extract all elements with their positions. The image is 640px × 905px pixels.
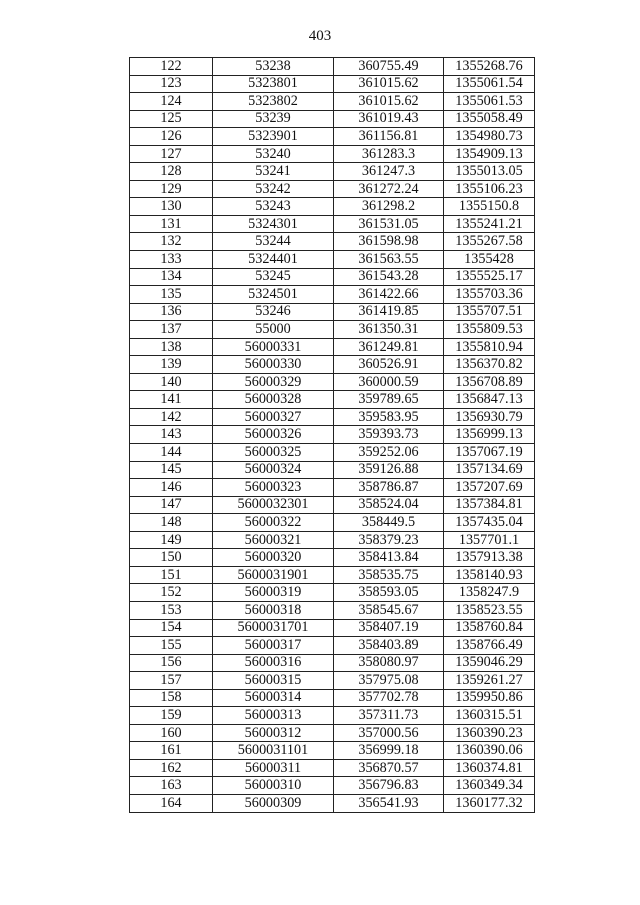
x-coordinate-cell: 361015.62 bbox=[334, 93, 444, 111]
row-number-cell: 130 bbox=[130, 198, 213, 216]
row-number-cell: 160 bbox=[130, 724, 213, 742]
row-number-cell: 122 bbox=[130, 58, 213, 76]
point-id-cell: 55000 bbox=[213, 321, 334, 339]
x-coordinate-cell: 361247.3 bbox=[334, 163, 444, 181]
y-coordinate-cell: 1356999.13 bbox=[444, 426, 535, 444]
y-coordinate-cell: 1356370.82 bbox=[444, 356, 535, 374]
row-number-cell: 153 bbox=[130, 601, 213, 619]
table-row bbox=[130, 514, 535, 532]
y-coordinate-cell: 1355810.94 bbox=[444, 338, 535, 356]
y-coordinate-cell: 1358247.9 bbox=[444, 584, 535, 602]
point-id-cell: 53239 bbox=[213, 110, 334, 128]
x-coordinate-cell: 360755.49 bbox=[334, 58, 444, 76]
point-id-cell: 56000322 bbox=[213, 514, 334, 532]
point-id-cell: 5324301 bbox=[213, 215, 334, 233]
table-row bbox=[130, 110, 535, 128]
table-row bbox=[130, 496, 535, 514]
point-id-cell: 53242 bbox=[213, 180, 334, 198]
y-coordinate-cell: 1357134.69 bbox=[444, 461, 535, 479]
row-number-cell: 131 bbox=[130, 215, 213, 233]
table-row bbox=[130, 619, 535, 637]
x-coordinate-cell: 357311.73 bbox=[334, 707, 444, 725]
x-coordinate-cell: 357000.56 bbox=[334, 724, 444, 742]
table-row bbox=[130, 128, 535, 146]
x-coordinate-cell: 361156.81 bbox=[334, 128, 444, 146]
x-coordinate-cell: 356541.93 bbox=[334, 794, 444, 812]
x-coordinate-cell: 358786.87 bbox=[334, 479, 444, 497]
table-row bbox=[130, 794, 535, 812]
y-coordinate-cell: 1355428 bbox=[444, 251, 535, 269]
point-id-cell: 56000324 bbox=[213, 461, 334, 479]
table-row bbox=[130, 566, 535, 584]
row-number-cell: 163 bbox=[130, 777, 213, 795]
point-id-cell: 53243 bbox=[213, 198, 334, 216]
row-number-cell: 137 bbox=[130, 321, 213, 339]
point-id-cell: 56000314 bbox=[213, 689, 334, 707]
row-number-cell: 127 bbox=[130, 145, 213, 163]
row-number-cell: 146 bbox=[130, 479, 213, 497]
table-row bbox=[130, 163, 535, 181]
table-row bbox=[130, 724, 535, 742]
page-number: 403 bbox=[308, 28, 332, 44]
row-number-cell: 143 bbox=[130, 426, 213, 444]
point-id-cell: 53246 bbox=[213, 303, 334, 321]
table-row bbox=[130, 689, 535, 707]
x-coordinate-cell: 361350.31 bbox=[334, 321, 444, 339]
y-coordinate-cell: 1356708.89 bbox=[444, 373, 535, 391]
y-coordinate-cell: 1355267.58 bbox=[444, 233, 535, 251]
y-coordinate-cell: 1356930.79 bbox=[444, 408, 535, 426]
table-row bbox=[130, 426, 535, 444]
x-coordinate-cell: 361249.81 bbox=[334, 338, 444, 356]
point-id-cell: 53240 bbox=[213, 145, 334, 163]
y-coordinate-cell: 1360315.51 bbox=[444, 707, 535, 725]
table-row bbox=[130, 321, 535, 339]
y-coordinate-cell: 1355525.17 bbox=[444, 268, 535, 286]
row-number-cell: 140 bbox=[130, 373, 213, 391]
point-id-cell: 53241 bbox=[213, 163, 334, 181]
row-number-cell: 148 bbox=[130, 514, 213, 532]
y-coordinate-cell: 1357701.1 bbox=[444, 531, 535, 549]
x-coordinate-cell: 361019.43 bbox=[334, 110, 444, 128]
point-id-cell: 56000326 bbox=[213, 426, 334, 444]
table-row bbox=[130, 268, 535, 286]
x-coordinate-cell: 361272.24 bbox=[334, 180, 444, 198]
y-coordinate-cell: 1357207.69 bbox=[444, 479, 535, 497]
point-id-cell: 56000309 bbox=[213, 794, 334, 812]
y-coordinate-cell: 1355241.21 bbox=[444, 215, 535, 233]
y-coordinate-cell: 1357913.38 bbox=[444, 549, 535, 567]
x-coordinate-cell: 359126.88 bbox=[334, 461, 444, 479]
row-number-cell: 128 bbox=[130, 163, 213, 181]
row-number-cell: 164 bbox=[130, 794, 213, 812]
table-row bbox=[130, 286, 535, 304]
table-row bbox=[130, 145, 535, 163]
row-number-cell: 162 bbox=[130, 759, 213, 777]
x-coordinate-cell: 361563.55 bbox=[334, 251, 444, 269]
y-coordinate-cell: 1355150.8 bbox=[444, 198, 535, 216]
table-row bbox=[130, 601, 535, 619]
point-id-cell: 5600032301 bbox=[213, 496, 334, 514]
x-coordinate-cell: 357975.08 bbox=[334, 672, 444, 690]
row-number-cell: 138 bbox=[130, 338, 213, 356]
table-row bbox=[130, 338, 535, 356]
x-coordinate-cell: 358080.97 bbox=[334, 654, 444, 672]
row-number-cell: 135 bbox=[130, 286, 213, 304]
row-number-cell: 145 bbox=[130, 461, 213, 479]
point-id-cell: 53244 bbox=[213, 233, 334, 251]
point-id-cell: 56000317 bbox=[213, 637, 334, 655]
point-id-cell: 5600031901 bbox=[213, 566, 334, 584]
point-id-cell: 56000327 bbox=[213, 408, 334, 426]
y-coordinate-cell: 1357435.04 bbox=[444, 514, 535, 532]
y-coordinate-cell: 1355809.53 bbox=[444, 321, 535, 339]
y-coordinate-cell: 1354980.73 bbox=[444, 128, 535, 146]
x-coordinate-cell: 357702.78 bbox=[334, 689, 444, 707]
point-id-cell: 5323802 bbox=[213, 93, 334, 111]
x-coordinate-cell: 359789.65 bbox=[334, 391, 444, 409]
row-number-cell: 151 bbox=[130, 566, 213, 584]
x-coordinate-cell: 360526.91 bbox=[334, 356, 444, 374]
row-number-cell: 142 bbox=[130, 408, 213, 426]
table-body bbox=[130, 58, 535, 813]
table-row bbox=[130, 549, 535, 567]
y-coordinate-cell: 1360374.81 bbox=[444, 759, 535, 777]
point-id-cell: 53245 bbox=[213, 268, 334, 286]
x-coordinate-cell: 358413.84 bbox=[334, 549, 444, 567]
x-coordinate-cell: 359583.95 bbox=[334, 408, 444, 426]
x-coordinate-cell: 361298.2 bbox=[334, 198, 444, 216]
y-coordinate-cell: 1360390.23 bbox=[444, 724, 535, 742]
table-row bbox=[130, 180, 535, 198]
point-id-cell: 5324401 bbox=[213, 251, 334, 269]
table-row bbox=[130, 531, 535, 549]
table-row bbox=[130, 93, 535, 111]
y-coordinate-cell: 1355707.51 bbox=[444, 303, 535, 321]
table-row bbox=[130, 198, 535, 216]
point-id-cell: 5323901 bbox=[213, 128, 334, 146]
y-coordinate-cell: 1358760.84 bbox=[444, 619, 535, 637]
row-number-cell: 157 bbox=[130, 672, 213, 690]
table-row bbox=[130, 356, 535, 374]
row-number-cell: 124 bbox=[130, 93, 213, 111]
x-coordinate-cell: 361598.98 bbox=[334, 233, 444, 251]
y-coordinate-cell: 1359046.29 bbox=[444, 654, 535, 672]
y-coordinate-cell: 1355013.05 bbox=[444, 163, 535, 181]
coordinates-table bbox=[129, 57, 535, 813]
point-id-cell: 56000328 bbox=[213, 391, 334, 409]
y-coordinate-cell: 1355703.36 bbox=[444, 286, 535, 304]
x-coordinate-cell: 358593.05 bbox=[334, 584, 444, 602]
row-number-cell: 129 bbox=[130, 180, 213, 198]
x-coordinate-cell: 359252.06 bbox=[334, 444, 444, 462]
y-coordinate-cell: 1358140.93 bbox=[444, 566, 535, 584]
row-number-cell: 154 bbox=[130, 619, 213, 637]
point-id-cell: 56000318 bbox=[213, 601, 334, 619]
row-number-cell: 156 bbox=[130, 654, 213, 672]
x-coordinate-cell: 361543.28 bbox=[334, 268, 444, 286]
x-coordinate-cell: 358379.23 bbox=[334, 531, 444, 549]
table-row bbox=[130, 408, 535, 426]
x-coordinate-cell: 359393.73 bbox=[334, 426, 444, 444]
y-coordinate-cell: 1355106.23 bbox=[444, 180, 535, 198]
x-coordinate-cell: 358403.89 bbox=[334, 637, 444, 655]
table-row bbox=[130, 479, 535, 497]
row-number-cell: 133 bbox=[130, 251, 213, 269]
y-coordinate-cell: 1360390.06 bbox=[444, 742, 535, 760]
point-id-cell: 56000329 bbox=[213, 373, 334, 391]
y-coordinate-cell: 1357067.19 bbox=[444, 444, 535, 462]
row-number-cell: 123 bbox=[130, 75, 213, 93]
table-row bbox=[130, 637, 535, 655]
x-coordinate-cell: 356796.83 bbox=[334, 777, 444, 795]
table-row bbox=[130, 654, 535, 672]
point-id-cell: 5600031101 bbox=[213, 742, 334, 760]
point-id-cell: 5323801 bbox=[213, 75, 334, 93]
y-coordinate-cell: 1355058.49 bbox=[444, 110, 535, 128]
y-coordinate-cell: 1355061.53 bbox=[444, 93, 535, 111]
point-id-cell: 56000310 bbox=[213, 777, 334, 795]
row-number-cell: 155 bbox=[130, 637, 213, 655]
y-coordinate-cell: 1360349.34 bbox=[444, 777, 535, 795]
table-row bbox=[130, 75, 535, 93]
y-coordinate-cell: 1359950.86 bbox=[444, 689, 535, 707]
table-row bbox=[130, 58, 535, 76]
row-number-cell: 161 bbox=[130, 742, 213, 760]
y-coordinate-cell: 1355061.54 bbox=[444, 75, 535, 93]
y-coordinate-cell: 1359261.27 bbox=[444, 672, 535, 690]
x-coordinate-cell: 358524.04 bbox=[334, 496, 444, 514]
x-coordinate-cell: 361531.05 bbox=[334, 215, 444, 233]
row-number-cell: 132 bbox=[130, 233, 213, 251]
row-number-cell: 150 bbox=[130, 549, 213, 567]
point-id-cell: 5324501 bbox=[213, 286, 334, 304]
point-id-cell: 56000320 bbox=[213, 549, 334, 567]
y-coordinate-cell: 1355268.76 bbox=[444, 58, 535, 76]
row-number-cell: 136 bbox=[130, 303, 213, 321]
point-id-cell: 56000313 bbox=[213, 707, 334, 725]
table-row bbox=[130, 251, 535, 269]
x-coordinate-cell: 356870.57 bbox=[334, 759, 444, 777]
table-row bbox=[130, 373, 535, 391]
x-coordinate-cell: 358535.75 bbox=[334, 566, 444, 584]
y-coordinate-cell: 1360177.32 bbox=[444, 794, 535, 812]
point-id-cell: 56000325 bbox=[213, 444, 334, 462]
x-coordinate-cell: 358545.67 bbox=[334, 601, 444, 619]
point-id-cell: 56000323 bbox=[213, 479, 334, 497]
x-coordinate-cell: 358407.19 bbox=[334, 619, 444, 637]
table-row bbox=[130, 742, 535, 760]
y-coordinate-cell: 1358523.55 bbox=[444, 601, 535, 619]
row-number-cell: 149 bbox=[130, 531, 213, 549]
table-row bbox=[130, 391, 535, 409]
y-coordinate-cell: 1354909.13 bbox=[444, 145, 535, 163]
table-row bbox=[130, 215, 535, 233]
row-number-cell: 144 bbox=[130, 444, 213, 462]
row-number-cell: 125 bbox=[130, 110, 213, 128]
point-id-cell: 56000316 bbox=[213, 654, 334, 672]
x-coordinate-cell: 356999.18 bbox=[334, 742, 444, 760]
x-coordinate-cell: 360000.59 bbox=[334, 373, 444, 391]
row-number-cell: 126 bbox=[130, 128, 213, 146]
point-id-cell: 56000330 bbox=[213, 356, 334, 374]
table-row bbox=[130, 444, 535, 462]
row-number-cell: 152 bbox=[130, 584, 213, 602]
y-coordinate-cell: 1357384.81 bbox=[444, 496, 535, 514]
row-number-cell: 159 bbox=[130, 707, 213, 725]
table-row bbox=[130, 233, 535, 251]
point-id-cell: 5600031701 bbox=[213, 619, 334, 637]
table-row bbox=[130, 707, 535, 725]
table-row bbox=[130, 461, 535, 479]
table-row bbox=[130, 584, 535, 602]
row-number-cell: 141 bbox=[130, 391, 213, 409]
table-row bbox=[130, 777, 535, 795]
table-row bbox=[130, 672, 535, 690]
point-id-cell: 53238 bbox=[213, 58, 334, 76]
x-coordinate-cell: 358449.5 bbox=[334, 514, 444, 532]
y-coordinate-cell: 1356847.13 bbox=[444, 391, 535, 409]
x-coordinate-cell: 361015.62 bbox=[334, 75, 444, 93]
row-number-cell: 158 bbox=[130, 689, 213, 707]
table-row bbox=[130, 759, 535, 777]
y-coordinate-cell: 1358766.49 bbox=[444, 637, 535, 655]
point-id-cell: 56000312 bbox=[213, 724, 334, 742]
row-number-cell: 134 bbox=[130, 268, 213, 286]
x-coordinate-cell: 361422.66 bbox=[334, 286, 444, 304]
row-number-cell: 147 bbox=[130, 496, 213, 514]
point-id-cell: 56000319 bbox=[213, 584, 334, 602]
x-coordinate-cell: 361283.3 bbox=[334, 145, 444, 163]
x-coordinate-cell: 361419.85 bbox=[334, 303, 444, 321]
row-number-cell: 139 bbox=[130, 356, 213, 374]
point-id-cell: 56000311 bbox=[213, 759, 334, 777]
point-id-cell: 56000331 bbox=[213, 338, 334, 356]
point-id-cell: 56000321 bbox=[213, 531, 334, 549]
table-row bbox=[130, 303, 535, 321]
point-id-cell: 56000315 bbox=[213, 672, 334, 690]
